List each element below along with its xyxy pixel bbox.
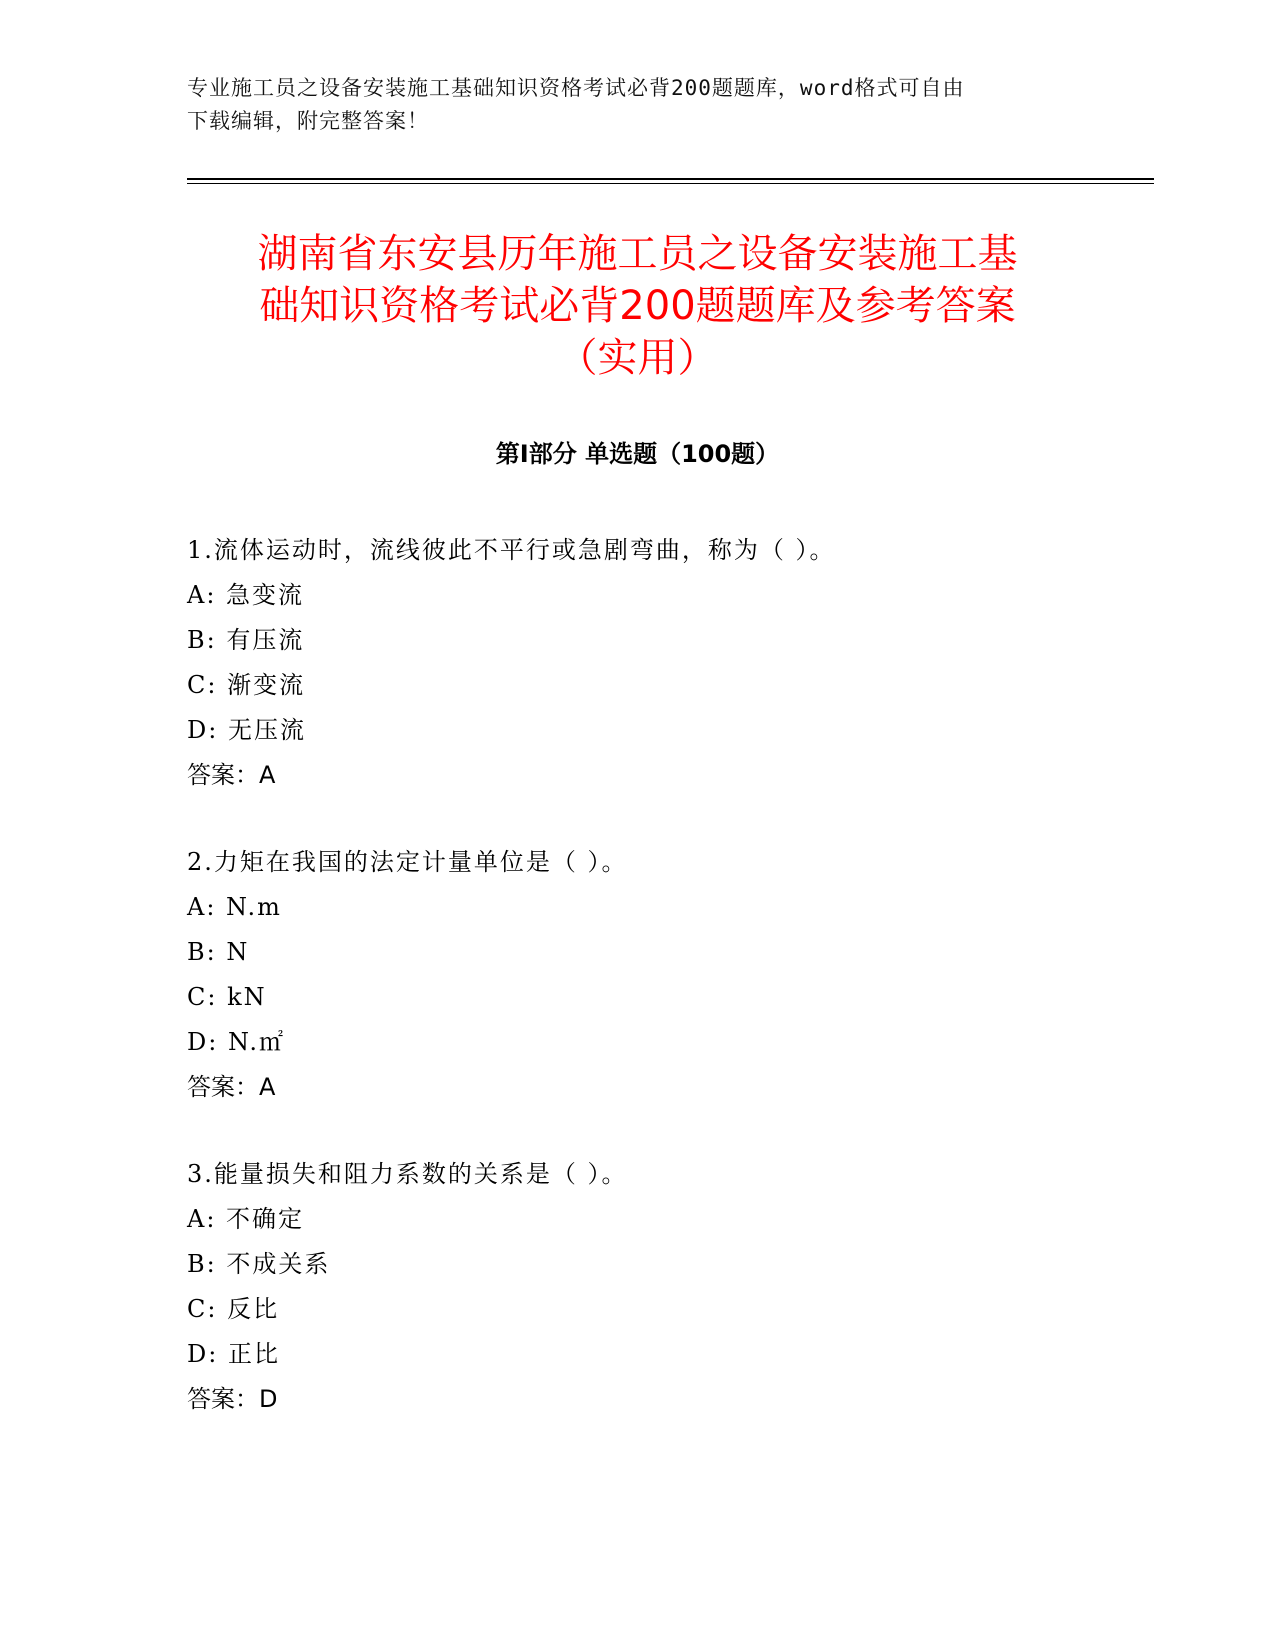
question-stem: 1.流体运动时，流线彼此不平行或急剧弯曲，称为（ ）。 bbox=[187, 536, 836, 564]
question-stem: 3.能量损失和阻力系数的关系是（ ）。 bbox=[187, 1160, 628, 1188]
answer: 答案：A bbox=[187, 761, 276, 789]
question-stem: 2.力矩在我国的法定计量单位是（ ）。 bbox=[187, 848, 628, 876]
option-b: B: 不成关系 bbox=[187, 1250, 331, 1278]
title-line-2: 础知识资格考试必背200题题库及参考答案 bbox=[259, 283, 1016, 329]
option-c: C: 渐变流 bbox=[187, 671, 306, 699]
title-line-1: 湖南省东安县历年施工员之设备安装施工基 bbox=[257, 231, 1018, 277]
section-heading: 第Ⅰ部分 单选题（100题） bbox=[495, 440, 780, 468]
option-b: B: N bbox=[187, 938, 250, 966]
answer: 答案：A bbox=[187, 1073, 276, 1101]
option-a: A: 急变流 bbox=[187, 581, 305, 609]
question-2 bbox=[187, 840, 1127, 1110]
option-d: D: 无压流 bbox=[187, 716, 306, 744]
option-d: D: N.㎡ bbox=[187, 1028, 286, 1056]
header-note-line-1: 专业施工员之设备安装施工基础知识资格考试必背200题题库，word格式可自由 bbox=[187, 76, 965, 100]
option-d: D: 正比 bbox=[187, 1340, 280, 1368]
document-title bbox=[150, 228, 1125, 384]
option-c: C: 反比 bbox=[187, 1295, 280, 1323]
header-note-line-2: 下载编辑，附完整答案！ bbox=[187, 109, 429, 133]
question-1 bbox=[187, 528, 1127, 798]
header-note bbox=[187, 72, 1067, 138]
option-a: A: N.m bbox=[187, 893, 282, 921]
option-b: B: 有压流 bbox=[187, 626, 305, 654]
question-3 bbox=[187, 1152, 1127, 1422]
header-divider-thin bbox=[187, 183, 1154, 184]
option-c: C: kN bbox=[187, 983, 267, 1011]
answer: 答案：D bbox=[187, 1385, 278, 1413]
title-line-3: （实用） bbox=[557, 335, 718, 381]
header-divider-thick bbox=[187, 178, 1154, 180]
question-list bbox=[187, 528, 1127, 1464]
option-a: A: 不确定 bbox=[187, 1205, 305, 1233]
